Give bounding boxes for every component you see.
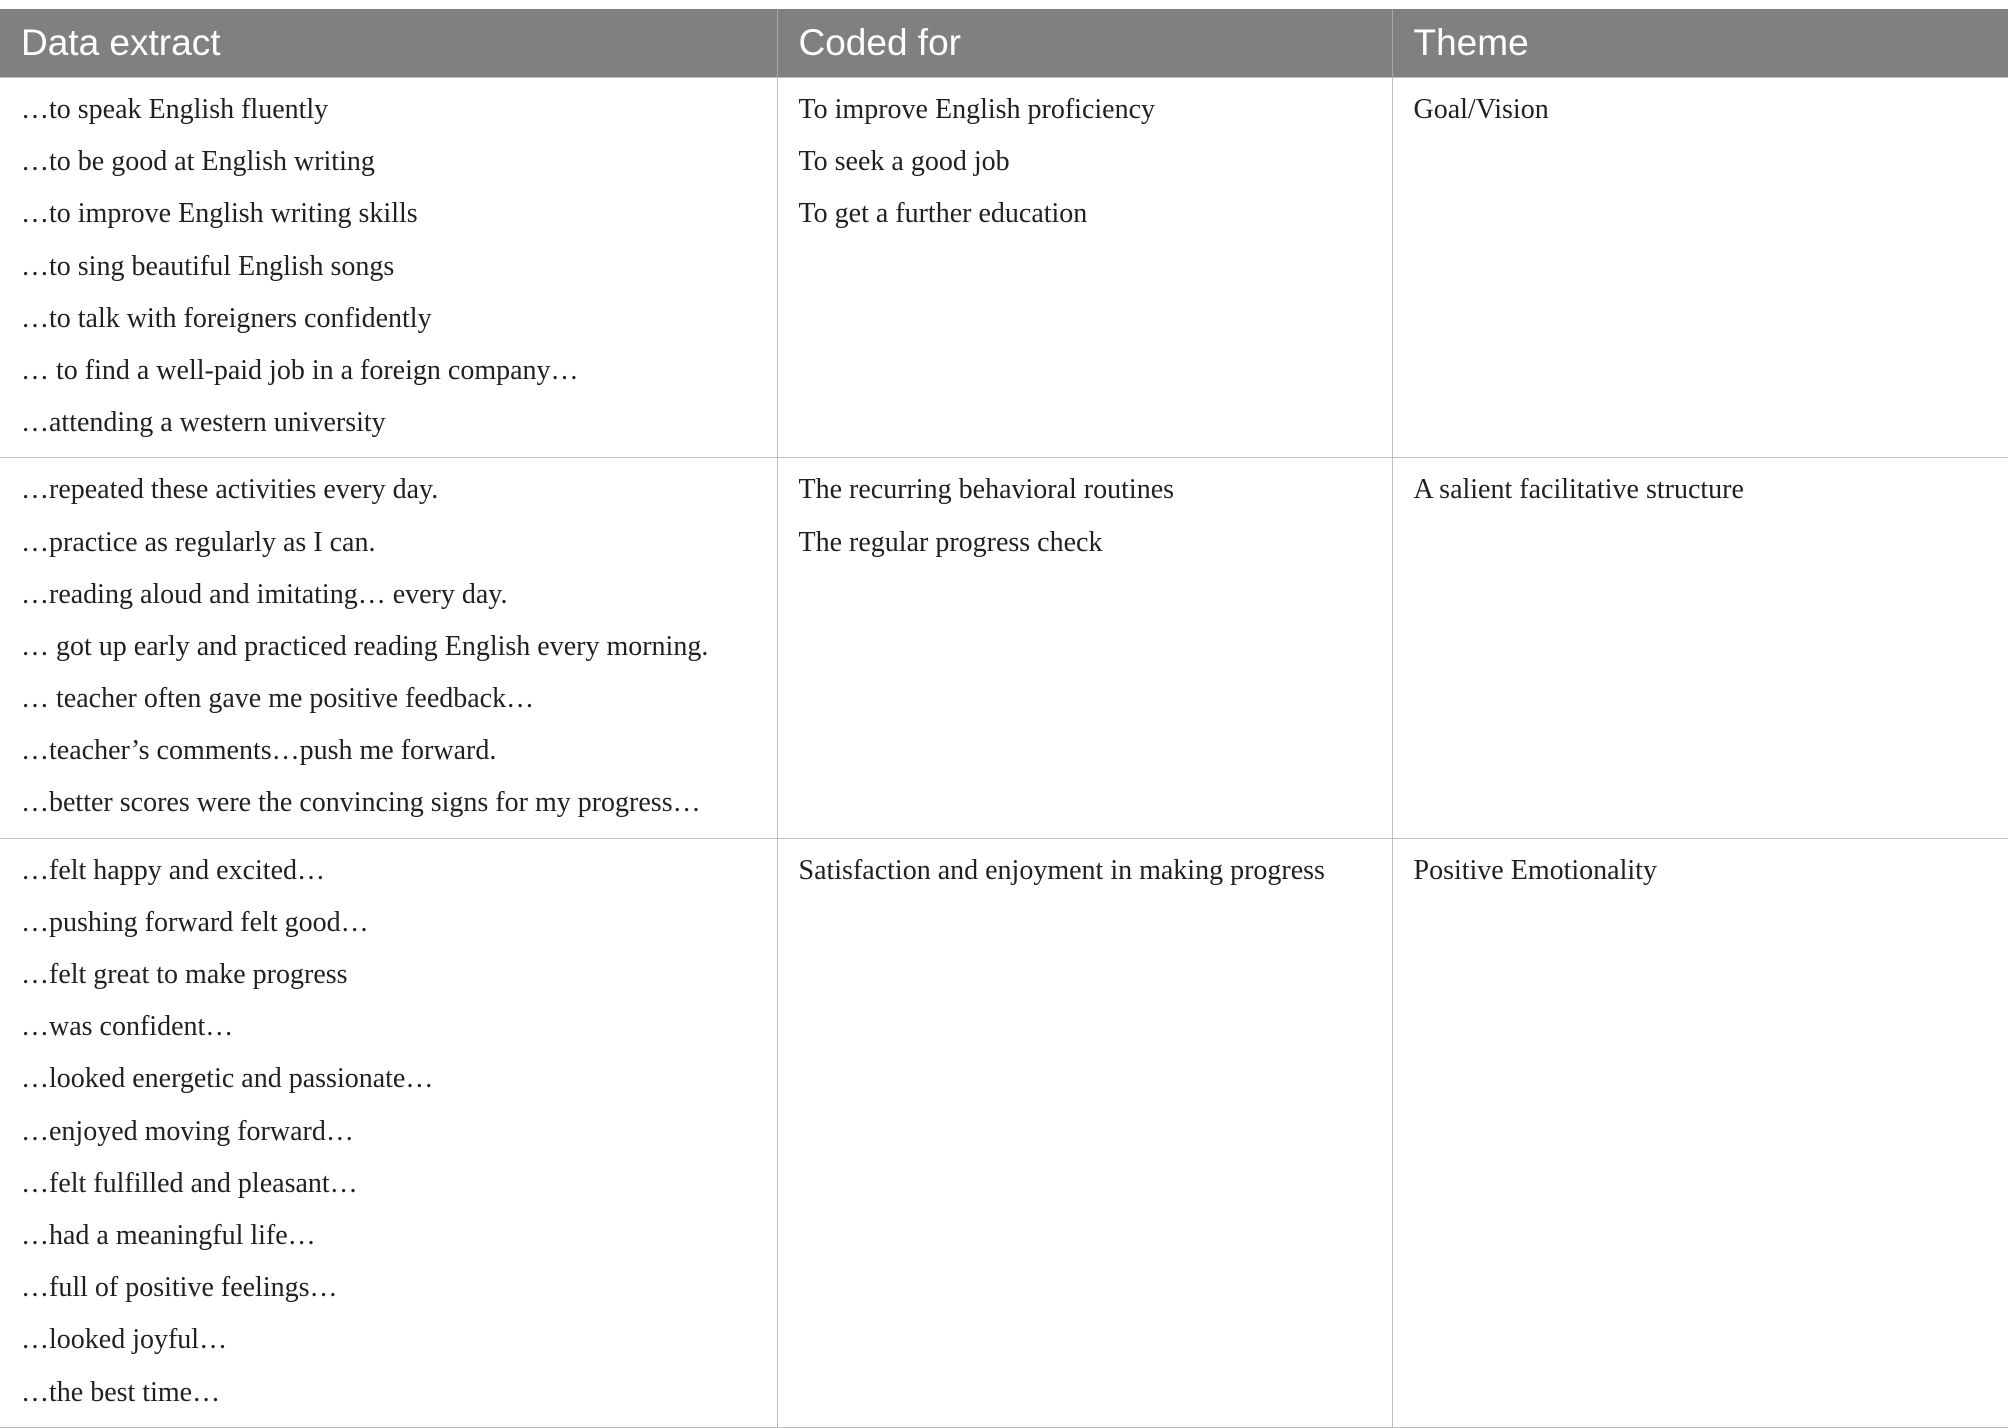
header-row [0, 9, 2008, 78]
table-row [0, 838, 2008, 1427]
table-row [0, 458, 2008, 838]
code-line: To improve English proficiency [799, 92, 1392, 144]
extract-line: …better scores were the convincing signs for my progress… [21, 785, 777, 837]
extract-line: …reading aloud and imitating… every day. [21, 577, 777, 629]
extract-line: …felt fulfilled and pleasant… [21, 1166, 777, 1218]
code-line: The recurring behavioral routines [799, 472, 1392, 524]
extract-line: …attending a western university [21, 405, 777, 457]
extract-line: …was confident… [21, 1009, 777, 1061]
extract-line: …pushing forward felt good… [21, 905, 777, 957]
extract-line: …had a meaningful life… [21, 1218, 777, 1270]
code-line: To get a further education [799, 196, 1392, 248]
code-line: To seek a good job [799, 144, 1392, 196]
data-extract-cell [0, 78, 777, 458]
theme-cell [1392, 838, 2008, 1427]
extract-line: …practice as regularly as I can. [21, 525, 777, 577]
extract-line: …looked energetic and passionate… [21, 1061, 777, 1113]
code-line: Satisfaction and enjoyment in making progress [799, 853, 1392, 905]
data-extract-cell [0, 458, 777, 838]
extract-line: …the best time… [21, 1375, 777, 1427]
extract-line: … got up early and practiced reading English every morning. [21, 629, 777, 681]
extract-line: …teacher’s comments…push me forward. [21, 733, 777, 785]
header-coded-for: Coded for [777, 9, 1392, 78]
header-theme: Theme [1392, 9, 2008, 78]
theme-label: Positive Emotionality [1414, 853, 2008, 905]
extract-line: …to sing beautiful English songs [21, 249, 777, 301]
code-line: The regular progress check [799, 525, 1392, 577]
extract-line: …enjoyed moving forward… [21, 1114, 777, 1166]
extract-line: … to find a well-paid job in a foreign company… [21, 353, 777, 405]
extract-line: …to be good at English writing [21, 144, 777, 196]
header-data-extract: Data extract [0, 9, 777, 78]
table-row [0, 78, 2008, 458]
extract-line: …full of positive feelings… [21, 1270, 777, 1322]
data-extract-cell [0, 838, 777, 1427]
theme-label: Goal/Vision [1414, 92, 2008, 144]
theme-label: A salient facilitative structure [1414, 472, 2008, 524]
extract-line: …felt great to make progress [21, 957, 777, 1009]
theme-cell [1392, 78, 2008, 458]
extract-line: …looked joyful… [21, 1322, 777, 1374]
thematic-analysis-table [0, 9, 2008, 1428]
extract-line: … teacher often gave me positive feedback… [21, 681, 777, 733]
coded-for-cell [777, 78, 1392, 458]
extract-line: …to speak English fluently [21, 92, 777, 144]
theme-cell [1392, 458, 2008, 838]
coded-for-cell [777, 838, 1392, 1427]
extract-line: …felt happy and excited… [21, 853, 777, 905]
table-container [0, 9, 2008, 1428]
extract-line: …to talk with foreigners confidently [21, 301, 777, 353]
extract-line: …to improve English writing skills [21, 196, 777, 248]
coded-for-cell [777, 458, 1392, 838]
extract-line: …repeated these activities every day. [21, 472, 777, 524]
